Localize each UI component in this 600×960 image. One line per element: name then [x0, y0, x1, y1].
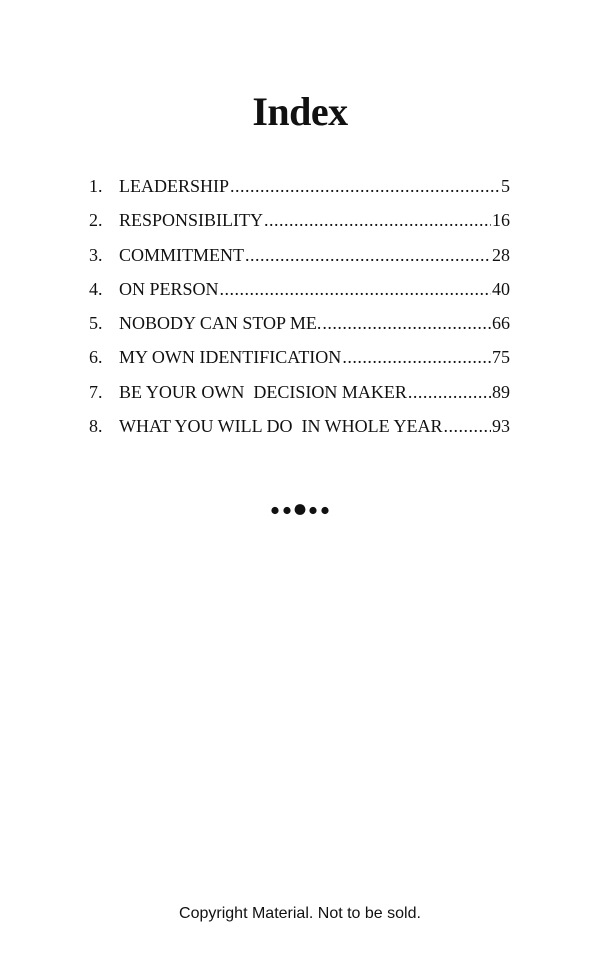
ornament-dot-icon: [271, 507, 278, 514]
toc-entry-number: 4.: [89, 278, 103, 299]
toc-entry-page: 89: [492, 381, 510, 402]
toc-dot-leader: [220, 277, 491, 301]
ornament-center-dot-icon: [295, 504, 306, 515]
page-title: Index: [252, 89, 348, 134]
toc-entry-title: NOBODY CAN STOP ME.: [119, 313, 322, 334]
toc-entry-number: 3.: [89, 244, 103, 265]
ornament-dot-icon: [283, 507, 290, 514]
toc-entry-on-person[interactable]: [89, 277, 510, 311]
toc-entry-number: 2.: [89, 210, 103, 231]
toc-entry-leadership[interactable]: [89, 174, 510, 208]
toc-entry-number: 8.: [89, 416, 103, 437]
toc-entry-page: 66: [492, 313, 510, 334]
toc-entry-title: WHAT YOU WILL DO IN WHOLE YEAR: [119, 416, 443, 437]
ornament-dot-icon: [309, 507, 316, 514]
toc-entry-page: 16: [492, 210, 510, 231]
toc-entry-title: BE YOUR OWN DECISION MAKER: [119, 381, 407, 402]
toc-dot-leader: [342, 345, 491, 369]
toc-entry-page: 93: [492, 416, 510, 437]
toc-entry-number: 1.: [89, 176, 103, 196]
toc-entry-my-own-identification[interactable]: [89, 345, 510, 379]
toc-entry-nobody-can-stop-me[interactable]: [89, 311, 510, 345]
toc-dot-leader: [230, 174, 500, 198]
toc-entry-page: 28: [492, 244, 510, 265]
copyright-notice: Copyright Material. Not to be sold.: [179, 905, 421, 922]
toc-dot-leader: [264, 208, 491, 232]
toc-entry-title: RESPONSIBILITY: [119, 210, 264, 231]
ornament-dot-icon: [321, 507, 328, 514]
ornament-divider-icon: [0, 500, 600, 520]
toc-entry-page: 5: [501, 176, 510, 196]
toc-entry-title: LEADERSHIP: [119, 176, 230, 196]
toc-entry-number: 7.: [89, 381, 103, 402]
toc-entry-number: 6.: [89, 347, 103, 368]
toc-entry-decision-maker[interactable]: [89, 380, 510, 414]
toc-entry-number: 5.: [89, 313, 103, 334]
toc-entry-commitment[interactable]: [89, 243, 510, 277]
toc-entry-title: COMMITMENT: [119, 244, 244, 265]
toc-entry-page: 40: [492, 278, 510, 299]
table-of-contents: [89, 174, 510, 448]
toc-entry-page: 75: [492, 347, 510, 368]
toc-entry-title: ON PERSON: [119, 278, 219, 299]
toc-dot-leader: [408, 380, 491, 404]
toc-entry-title: MY OWN IDENTIFICATION: [119, 347, 342, 368]
toc-dot-leader: [322, 311, 491, 335]
toc-dot-leader: [245, 243, 491, 267]
toc-entry-whole-year[interactable]: [89, 414, 510, 448]
toc-dot-leader: [443, 414, 491, 438]
toc-entry-responsibility[interactable]: [89, 208, 510, 242]
